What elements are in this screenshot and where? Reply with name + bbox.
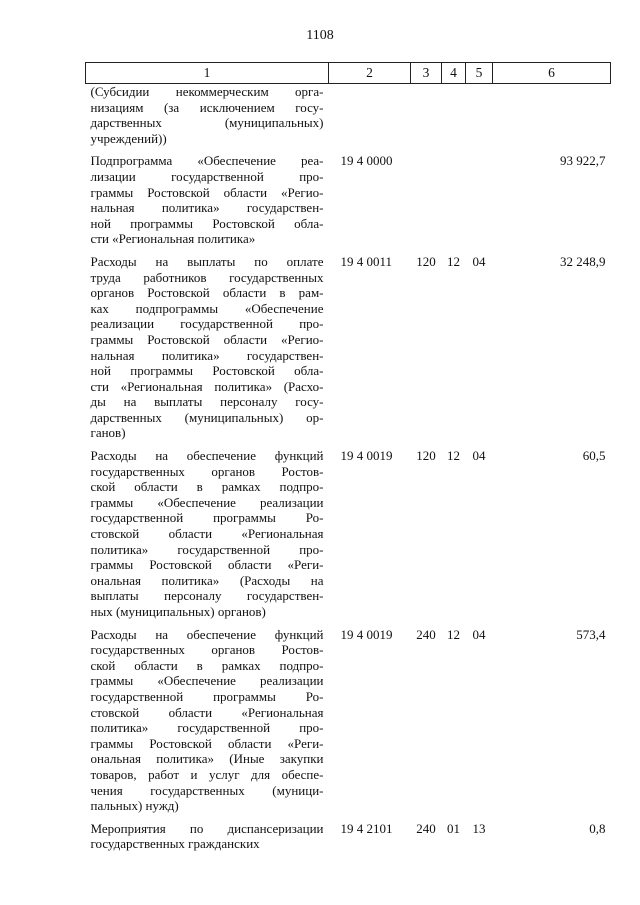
row-col3: 120 — [416, 253, 436, 269]
description-line: ональная политика» (Расходы на — [90, 572, 324, 588]
row-code: 19 4 0019 — [340, 626, 393, 642]
row-description — [86, 84, 329, 154]
description-line: государственных гражданских — [90, 836, 260, 852]
column-header: 5 — [466, 63, 493, 84]
description-line: стовской области «Региональная — [90, 704, 324, 720]
description-line: ганов) — [90, 425, 126, 441]
description-line: Подпрограмма «Обеспечение реа- — [90, 153, 324, 169]
row-description — [86, 821, 329, 859]
row-amount: 93 922,7 — [560, 153, 606, 169]
description-line: реализации государственной про- — [90, 316, 324, 332]
description-line: сти «Региональная политика» — [90, 231, 256, 247]
table-header-row — [86, 63, 611, 84]
description-line: государственной программы Ро- — [90, 688, 324, 704]
row-amount: 32 248,9 — [560, 253, 606, 269]
table-row — [86, 254, 611, 448]
row-col3: 240 — [416, 820, 436, 836]
description-line: государственной программы Ро- — [90, 510, 324, 526]
row-amount: 573,4 — [576, 626, 606, 642]
row-code: 19 4 0011 — [340, 253, 393, 269]
column-header: 4 — [442, 63, 466, 84]
row-description — [86, 448, 329, 627]
description-line: ках подпрограммы «Обеспечение — [90, 300, 324, 316]
row-code: 19 4 0019 — [340, 448, 393, 464]
budget-table — [85, 62, 611, 859]
row-col5: 04 — [472, 448, 486, 464]
row-amount: 60,5 — [582, 448, 606, 464]
description-line: ской области в рамках подпро- — [90, 479, 324, 495]
description-line: низациям (за исключением госу- — [90, 99, 324, 115]
row-description — [86, 153, 329, 254]
description-line: Мероприятия по диспансеризации — [90, 820, 324, 836]
description-line: граммы Ростовской области «Реги- — [90, 735, 324, 751]
row-col3 — [411, 84, 442, 154]
description-line: нальная политика» государствен- — [90, 200, 324, 216]
table-row — [86, 448, 611, 627]
table-row — [86, 627, 611, 821]
description-line: товаров, работ и услуг для обеспе- — [90, 766, 324, 782]
row-col5 — [466, 84, 493, 154]
row-description — [86, 627, 329, 821]
description-line: Расходы на обеспечение функций — [90, 626, 324, 642]
column-header: 3 — [411, 63, 442, 84]
column-header: 6 — [493, 63, 611, 84]
description-line: стовской области «Региональная — [90, 526, 324, 542]
row-col4 — [442, 153, 466, 254]
description-line: граммы Ростовской области «Реги- — [90, 557, 324, 573]
row-code: 19 4 2101 — [340, 820, 393, 836]
description-line: ды на выплаты персоналу госу- — [90, 394, 324, 410]
description-line: ной программы Ростовской обла- — [90, 215, 324, 231]
description-line: дарственных (муниципальных) ор- — [90, 409, 324, 425]
table-row — [86, 84, 611, 154]
description-line: ных (муниципальных) органов) — [90, 604, 266, 619]
row-amount — [493, 84, 611, 154]
description-line: чения государственных (муници- — [90, 782, 324, 798]
description-line: политика» государственной про- — [90, 541, 324, 557]
description-line: граммы «Обеспечение реализации — [90, 494, 324, 510]
description-line: учреждений)) — [90, 130, 167, 146]
column-header: 2 — [329, 63, 411, 84]
page-number: 1108 — [306, 28, 334, 43]
description-line: сти «Региональная политика» (Расхо- — [90, 378, 324, 394]
description-line: ской области в рамках подпро- — [90, 657, 324, 673]
description-line: ной программы Ростовской обла- — [90, 363, 324, 379]
description-line: граммы «Обеспечение реализации — [90, 673, 324, 689]
description-line: лизации государственной про- — [90, 168, 324, 184]
description-line: труда работников государственных — [90, 269, 324, 285]
row-description — [86, 254, 329, 448]
description-line: ональная политика» (Иные закупки — [90, 751, 324, 767]
table-row — [86, 821, 611, 859]
row-amount: 0,8 — [589, 820, 606, 836]
description-line: политика» государственной про- — [90, 720, 324, 736]
row-col5: 04 — [472, 626, 486, 642]
row-code — [329, 84, 411, 154]
row-col5 — [466, 153, 493, 254]
row-col3: 120 — [416, 448, 436, 464]
description-line: граммы Ростовской области «Регио- — [90, 184, 324, 200]
row-col4 — [442, 84, 466, 154]
description-line: (Субсидии некоммерческим орга- — [90, 84, 324, 99]
description-line: органов Ростовской области в рам- — [90, 285, 324, 301]
row-col3: 240 — [416, 626, 436, 642]
table-row — [86, 153, 611, 254]
row-code: 19 4 0000 — [340, 153, 393, 169]
description-line: граммы Ростовской области «Регио- — [90, 331, 324, 347]
row-col3 — [411, 153, 442, 254]
row-col4: 12 — [447, 448, 460, 464]
row-col5: 04 — [472, 253, 486, 269]
row-col4: 01 — [447, 820, 460, 836]
description-line: государственных органов Ростов- — [90, 642, 324, 658]
description-line: Расходы на обеспечение функций — [90, 448, 324, 464]
row-col4: 12 — [447, 253, 460, 269]
row-col4: 12 — [447, 626, 460, 642]
description-line: нальная политика» государствен- — [90, 347, 324, 363]
description-line: Расходы на выплаты по оплате — [90, 253, 324, 269]
row-col5: 13 — [472, 820, 486, 836]
description-line: пальных) нужд) — [90, 798, 179, 814]
description-line: выплаты персоналу государствен- — [90, 588, 324, 604]
description-line: государственных органов Ростов- — [90, 463, 324, 479]
column-header: 1 — [86, 63, 329, 84]
description-line: дарственных (муниципальных) — [90, 115, 324, 131]
